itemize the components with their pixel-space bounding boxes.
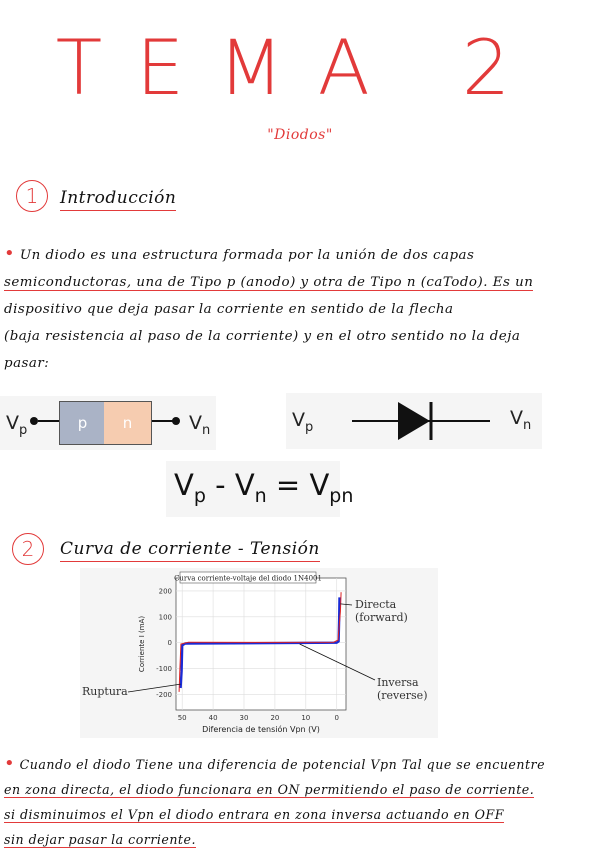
x-tick-label: 30 — [239, 714, 249, 722]
y-tick-label: -100 — [156, 665, 172, 674]
x-tick-label: 40 — [208, 714, 218, 722]
y-tick-label: 100 — [158, 613, 172, 622]
voltage-equation: $V_p - V_n = V_{pn}$ — [174, 468, 354, 507]
arrow-ruptura — [128, 684, 181, 692]
section-1-heading: Introducción — [60, 187, 176, 211]
intro-paragraph — [4, 240, 596, 377]
y-tick-label: -200 — [156, 690, 172, 699]
section-2-heading: Curva de corriente - Tensión — [60, 538, 320, 562]
outro-line: sin dejar pasar la corriente. — [4, 832, 196, 847]
n-region: n — [104, 401, 152, 445]
chart-title: Curva corriente-voltaje del diodo 1N4001 — [174, 574, 322, 583]
x-tick-label: 20 — [270, 714, 280, 722]
page-subtitle: "Diodos" — [267, 127, 333, 143]
y-axis-label: Corriente I (mA) — [138, 615, 146, 673]
section-1-number: 1 — [16, 180, 48, 212]
annotation-ruptura: Ruptura — [82, 685, 128, 698]
section-2-number: 2 — [12, 533, 44, 565]
page-title: TEMA 2 — [55, 23, 545, 112]
junction-vn-label: $V_n$ — [189, 412, 211, 438]
intro-line: pasar: — [4, 356, 50, 371]
iv-curve-chart — [80, 568, 438, 738]
y-tick-label: 200 — [158, 587, 172, 596]
outro-line: en zona directa, el diodo funcionara en ON permitiendo el paso de corriente. — [4, 782, 535, 797]
x-axis-label: Diferencia de tensión Vpn (V) — [202, 725, 320, 734]
terminal-dot-right — [172, 417, 180, 425]
x-tick-label: 0 — [334, 714, 339, 722]
outro-line: • Cuando el diodo Tiene una diferencia de potencial Vpn Tal que se encuentre — [4, 753, 546, 774]
bullet-icon: • — [4, 243, 16, 264]
y-tick-label: 0 — [167, 639, 172, 648]
intro-line: (baja resistencia al paso de la corriente) y en el otro sentido no la deja — [4, 329, 521, 344]
bullet-icon: • — [4, 753, 16, 774]
lead-left — [38, 420, 60, 422]
intro-line: semiconductoras, una de Tipo p (anodo) y otra de Tipo n (caTodo). Es un — [4, 275, 534, 290]
annotation-inversa: Inversa (reverse) — [377, 676, 428, 702]
intro-line: • Un diodo es una estructura formada por la unión de dos capas — [4, 243, 475, 264]
x-tick-label: 10 — [301, 714, 311, 722]
outro-line: si disminuimos el Vpn el diodo entrara en zona inversa actuando en OFF — [4, 807, 504, 822]
p-region: p — [59, 401, 105, 445]
pn-junction-diagram — [0, 396, 216, 450]
symbol-vn-label: $V_n$ — [510, 407, 532, 433]
x-tick-label: 50 — [177, 714, 187, 722]
outro-paragraph — [4, 751, 596, 852]
diode-symbol-icon — [346, 399, 496, 443]
symbol-vp-label: $V_p$ — [292, 409, 314, 435]
intro-line: dispositivo que deja pasar la corriente en sentido de la flecha — [4, 302, 454, 317]
lead-right — [152, 420, 174, 422]
voltage-equation-box — [166, 461, 354, 517]
terminal-dot-left — [30, 417, 38, 425]
junction-vp-label: $V_p$ — [6, 412, 28, 438]
annotation-directa: Directa (forward) — [355, 598, 408, 624]
diode-symbol-diagram — [286, 393, 542, 449]
iv-chart-svg — [80, 568, 438, 738]
